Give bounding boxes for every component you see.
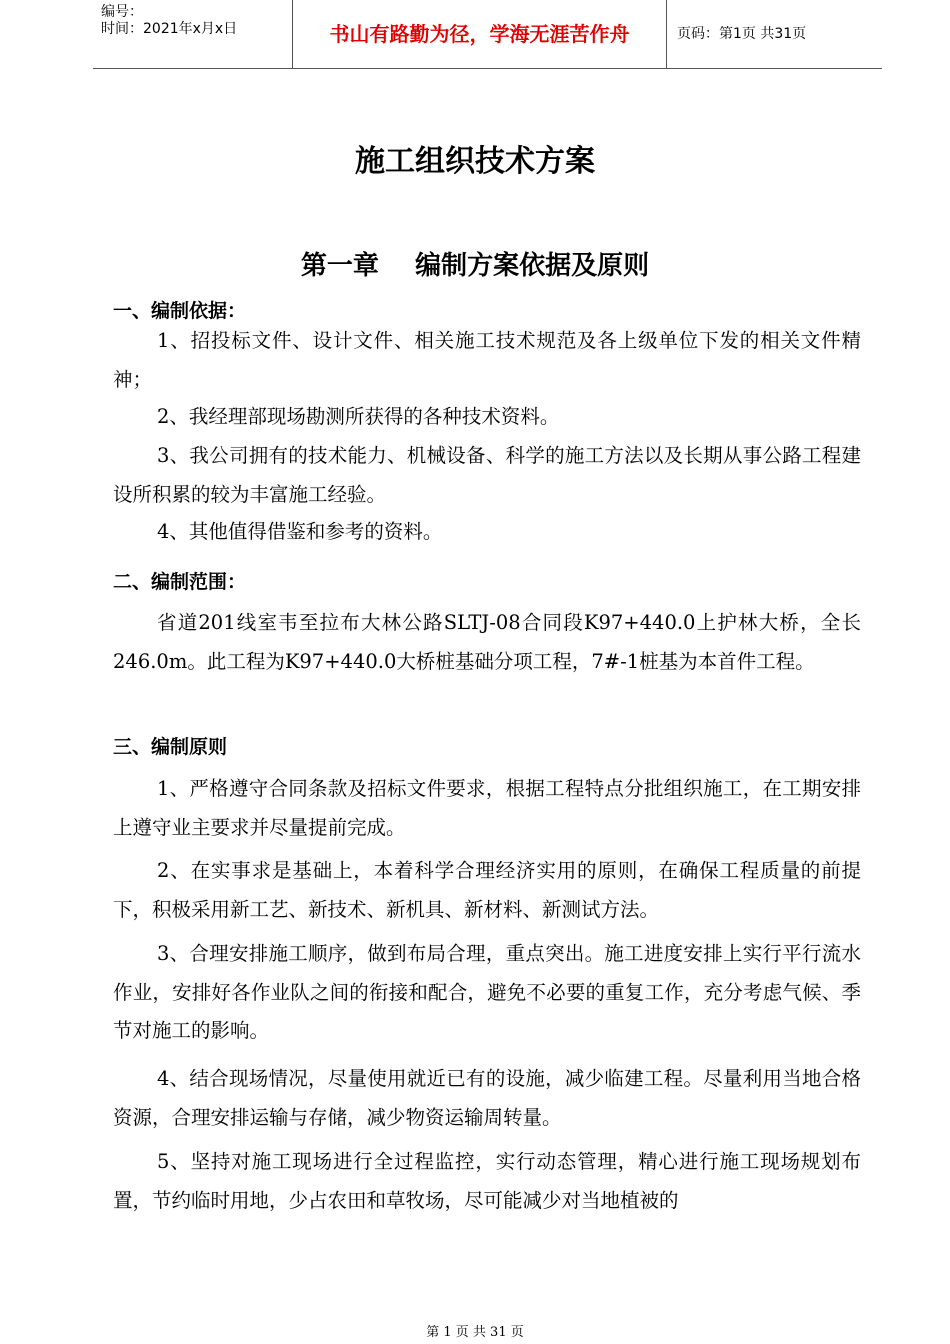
paragraph: 省道201线室韦至拉布大林公路SLTJ-08合同段K97+440.0上护林大桥，全长246.0m。此工程为K97+440.0大桥桩基础分项工程，7#-1桩基为本首件工程。 <box>113 611 861 673</box>
header-motto: 书山有路勤为径，学海无涯苦作舟 <box>292 0 667 68</box>
header-page-number: 页码：第1页 共31页 <box>677 26 807 42</box>
section-heading-scope: 二、编制范围： <box>113 571 247 593</box>
paragraph: 3、合理安排施工顺序，做到布局合理，重点突出。施工进度安排上实行平行流水作业，安排好各作业队之间的衔接和配合，避免不必要的重复工作，充分考虑气候、季节对施工的影响。 <box>113 942 861 1042</box>
section-heading-principles: 三、编制原则 <box>113 736 228 758</box>
paragraph: 1、严格遵守合同条款及招标文件要求，根据工程特点分批组织施工，在工期安排上遵守业主要求并尽量提前完成。 <box>113 777 861 839</box>
header-meta <box>93 0 293 68</box>
chapter-title: 第一章 编制方案依据及原则 <box>300 251 650 281</box>
document-date: 时间：2021年x月x日 <box>101 21 238 37</box>
paragraph: 2、我经理部现场勘测所获得的各种技术资料。 <box>157 405 560 428</box>
paragraph: 1、招投标文件、设计文件、相关施工技术规范及各上级单位下发的相关文件精神； <box>113 329 861 391</box>
section-heading-basis: 一、编制依据： <box>113 300 247 322</box>
paragraph: 2、在实事求是基础上，本着科学合理经济实用的原则，在确保工程质量的前提下，积极采用新工艺、新技术、新机具、新材料、新测试方法。 <box>113 859 861 921</box>
paragraph: 3、我公司拥有的技术能力、机械设备、科学的施工方法以及长期从事公路工程建设所积累的较为丰富施工经验。 <box>113 444 861 506</box>
document-number-label: 编号： <box>101 4 143 20</box>
paragraph: 4、结合现场情况，尽量使用就近已有的设施，减少临建工程。尽量利用当地合格资源，合理安排运输与存储，减少物资运输周转量。 <box>113 1067 861 1129</box>
document-title: 施工组织技术方案 <box>355 144 595 179</box>
page-header <box>93 0 882 69</box>
paragraph: 5、坚持对施工现场进行全过程监控，实行动态管理，精心进行施工现场规划布置，节约临时用地，少占农田和草牧场，尽可能减少对当地植被的 <box>113 1150 861 1212</box>
page-footer: 第 1 页 共 31 页 <box>426 1325 524 1340</box>
paragraph: 4、其他值得借鉴和参考的资料。 <box>157 520 443 543</box>
